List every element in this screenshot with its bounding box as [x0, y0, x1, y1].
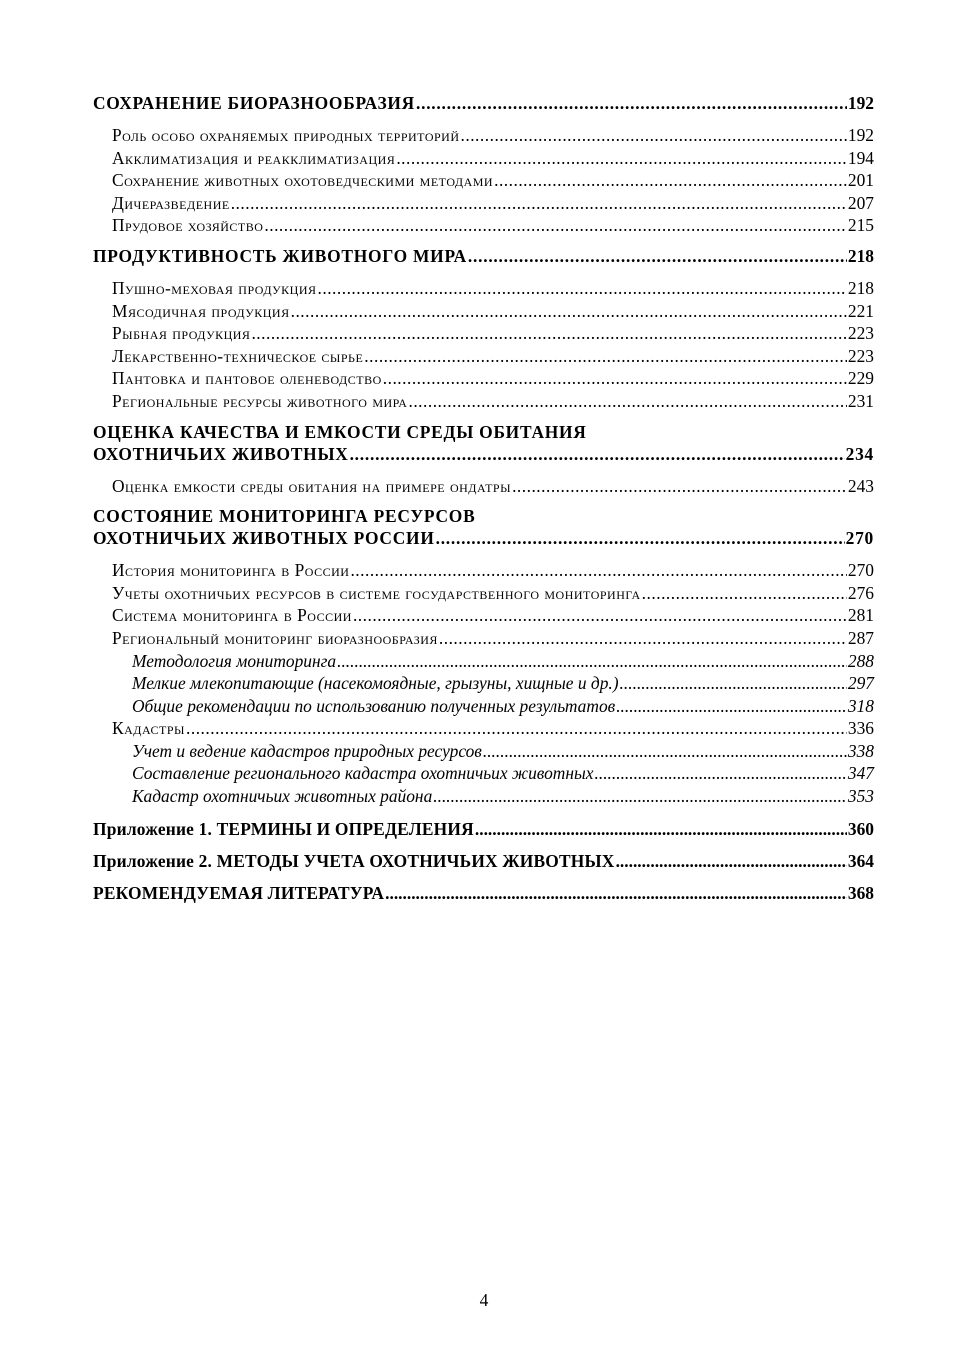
toc-subsection[interactable]	[93, 169, 874, 192]
toc-entry-title: Кадастры	[112, 718, 185, 739]
toc-subsection[interactable]	[93, 627, 874, 650]
toc-entry-title: История мониторинга в России	[112, 560, 350, 581]
toc-entry-title: Акклиматизация и реакклиматизация	[112, 147, 396, 168]
toc-section-title-line1: СОСТОЯНИЕ МОНИТОРИНГА РЕСУРСОВ	[93, 506, 476, 527]
toc-subsection[interactable]	[93, 277, 874, 300]
dot-leader	[512, 475, 847, 498]
dot-leader	[291, 300, 847, 323]
toc-page-number: 281	[847, 605, 874, 626]
toc-page-number: 229	[847, 368, 874, 389]
toc-subsection[interactable]	[93, 475, 874, 498]
toc-subsubsection[interactable]	[93, 740, 874, 763]
toc-page-number: 207	[847, 192, 874, 213]
toc-page-number: 192	[847, 93, 874, 113]
dot-leader	[494, 169, 847, 192]
table-of-contents	[93, 92, 874, 904]
toc-entry-title: Пантовка и пантовое оленеводство	[112, 368, 382, 389]
dot-leader	[468, 245, 847, 267]
dot-leader	[337, 650, 847, 673]
dot-leader	[620, 672, 847, 695]
page-number: 4	[479, 1290, 489, 1310]
toc-subsection[interactable]	[93, 367, 874, 390]
toc-page-number: 221	[847, 300, 874, 321]
toc-entry-title: Прудовое хозяйство	[112, 215, 264, 236]
toc-subsubsection[interactable]	[93, 672, 874, 695]
toc-subsection[interactable]	[93, 717, 874, 740]
dot-leader	[350, 559, 846, 582]
toc-page-number: 194	[847, 147, 874, 168]
toc-page-number: 287	[847, 627, 874, 648]
dot-leader	[385, 882, 847, 904]
toc-page-number: 276	[847, 582, 874, 603]
toc-entry-title: Приложение 1. ТЕРМИНЫ И ОПРЕДЕЛЕНИЯ	[93, 818, 474, 839]
dot-leader	[483, 740, 847, 763]
dot-leader	[408, 390, 846, 413]
toc-page-number: 336	[847, 718, 874, 739]
toc-entry[interactable]	[93, 443, 874, 465]
toc-section-title-line2: ОХОТНИЧЬИХ ЖИВОТНЫХ РОССИИ	[93, 528, 435, 549]
dot-leader	[383, 367, 847, 390]
toc-subsubsection[interactable]	[93, 762, 874, 785]
toc-page-number: 270	[845, 528, 874, 549]
toc-page-number: 223	[847, 345, 874, 366]
toc-subsubsection[interactable]	[93, 695, 874, 718]
toc-page-number: 353	[847, 786, 874, 807]
toc-page-number: 223	[847, 323, 874, 344]
dot-leader	[475, 818, 847, 840]
toc-subsection[interactable]	[93, 124, 874, 147]
toc-entry-title: Методология мониторинга	[132, 650, 337, 671]
toc-subsection[interactable]	[93, 147, 874, 170]
toc-subsection[interactable]	[93, 192, 874, 215]
toc-page-number: 270	[847, 560, 874, 581]
toc-page-number: 218	[847, 277, 874, 298]
dot-leader	[186, 717, 847, 740]
toc-subsection[interactable]	[93, 300, 874, 323]
toc-entry-title: Дичеразведение	[112, 192, 230, 213]
dot-leader	[461, 124, 847, 147]
toc-page-number: 288	[847, 650, 874, 671]
toc-entry-title: СОХРАНЕНИЕ БИОРАЗНООБРАЗИЯ	[93, 93, 415, 113]
toc-subsection[interactable]	[93, 390, 874, 413]
toc-entry-title: Учет и ведение кадастров природных ресурсов	[132, 740, 482, 761]
dot-leader	[353, 604, 847, 627]
toc-entry-title: РЕКОМЕНДУЕМАЯ ЛИТЕРАТУРА	[93, 882, 385, 903]
toc-entry-title: Оценка емкости среды обитания на примере ондатры	[112, 475, 512, 496]
toc-section	[93, 505, 874, 549]
toc-entry-title: Роль особо охраняемых природных территорий	[112, 125, 460, 145]
toc-page-number: 243	[847, 475, 874, 496]
toc-entry-title: Учеты охотничьих ресурсов в системе государственного мониторинга	[112, 582, 641, 603]
dot-leader	[251, 322, 846, 345]
toc-entry-title: Составление регионального кадастра охотничьих животных	[132, 763, 594, 784]
toc-section-title-line1: ОЦЕНКА КАЧЕСТВА И ЕМКОСТИ СРЕДЫ ОБИТАНИЯ	[93, 421, 587, 442]
dot-leader	[396, 147, 847, 170]
dot-leader	[595, 762, 847, 785]
toc-subsection[interactable]	[93, 582, 874, 605]
toc-subsection[interactable]	[93, 322, 874, 345]
toc-entry-title: Мясодичная продукция	[112, 300, 290, 321]
toc-page-number: 215	[847, 215, 874, 236]
toc-entry-title: Приложение 2. МЕТОДЫ УЧЕТА ОХОТНИЧЬИХ ЖИВОТНЫХ	[93, 850, 615, 871]
toc-section-title-line2: ОХОТНИЧЬИХ ЖИВОТНЫХ	[93, 443, 349, 464]
dot-leader	[350, 443, 845, 465]
toc-subsubsection[interactable]	[93, 785, 874, 808]
dot-leader	[264, 214, 847, 237]
toc-entry-title: Кадастр охотничьих животных района	[132, 786, 433, 807]
toc-subsubsection[interactable]	[93, 650, 874, 673]
dot-leader	[231, 192, 847, 215]
toc-page-number: 234	[845, 443, 874, 464]
toc-entry-title: Мелкие млекопитающие (насекомоядные, грызуны, хищные и др.)	[132, 673, 619, 694]
toc-entry-title: Лекарственно-техническое сырье	[112, 345, 364, 366]
dot-leader	[616, 695, 847, 718]
toc-page-number: 360	[847, 818, 874, 839]
toc-section[interactable]	[93, 245, 874, 267]
toc-page-number: 201	[847, 170, 874, 191]
toc-subsection[interactable]	[93, 559, 874, 582]
toc-appendix[interactable]	[93, 818, 874, 840]
toc-page-number: 231	[847, 390, 874, 411]
toc-subsection[interactable]	[93, 604, 874, 627]
toc-page-number: 338	[847, 740, 874, 761]
toc-section[interactable]	[93, 92, 874, 114]
toc-appendix[interactable]	[93, 850, 874, 872]
dot-leader	[642, 582, 847, 605]
toc-section	[93, 421, 874, 465]
toc-page-number: 297	[847, 673, 874, 694]
dot-leader	[364, 345, 847, 368]
dot-leader	[439, 627, 847, 650]
toc-page-number: 347	[847, 763, 874, 784]
dot-leader	[433, 785, 847, 808]
toc-entry-title: Пушно-меховая продукция	[112, 277, 317, 298]
toc-page-number: 368	[847, 882, 874, 903]
toc-entry-title: Общие рекомендации по использованию полученных результатов	[132, 695, 616, 716]
toc-page-number: 192	[847, 125, 874, 145]
toc-entry-title: Система мониторинга в России	[112, 605, 352, 626]
toc-entry[interactable]	[93, 527, 874, 549]
toc-appendix[interactable]	[93, 882, 874, 904]
toc-page-number: 218	[847, 245, 874, 266]
toc-subsection[interactable]	[93, 214, 874, 237]
toc-page-number: 318	[847, 695, 874, 716]
toc-entry-title: Рыбная продукция	[112, 323, 251, 344]
toc-entry-title: ПРОДУКТИВНОСТЬ ЖИВОТНОГО МИРА	[93, 245, 467, 266]
dot-leader	[616, 850, 847, 872]
toc-entry-title: Сохранение животных охотоведческими методами	[112, 170, 494, 191]
dot-leader	[318, 277, 847, 300]
toc-entry-title: Региональный мониторинг биоразнообразия	[112, 627, 438, 648]
dot-leader	[416, 92, 847, 114]
toc-subsection[interactable]	[93, 345, 874, 368]
toc-entry-title: Региональные ресурсы животного мира	[112, 390, 408, 411]
dot-leader	[436, 527, 845, 549]
toc-page-number: 364	[847, 850, 874, 871]
